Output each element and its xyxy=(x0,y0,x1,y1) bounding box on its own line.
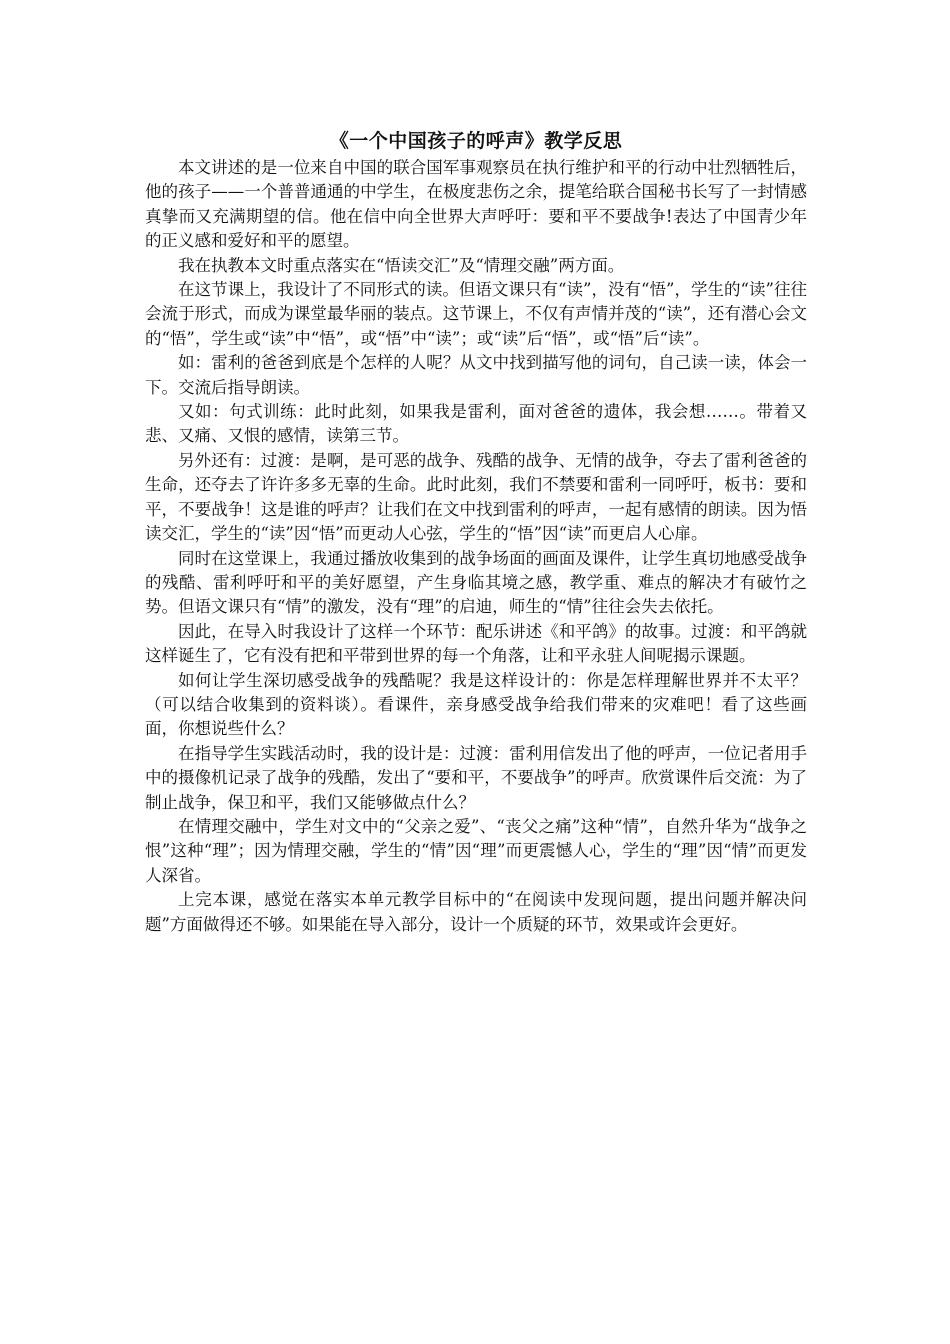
paragraph-intro: 本文讲述的是一位来自中国的联合国军事观察员在执行维护和平的行动中壮烈牺牲后，他的孩子——一个普普通通的中学生，在极度悲伤之余，提笔给联合国秘书长写了一封情感真挚而又充满期望的信。他在信中向全世界大声呼吁：要和平不要战争!表达了中国青少年的正义感和爱好和平的愿望。 xyxy=(145,158,807,251)
paragraph-example-3: 另外还有：过渡：是啊，是可恶的战争、残酷的战争、无情的战争，夺去了雷利爸爸的生命，还夺去了许许多多无辜的生命。此时此刻，我们不禁要和雷利一同呼吁，板书：要和平，不要战争！这是谁的呼声？让我们在文中找到雷利的呼声，一起有感情的朗读。因为悟读交汇，学生的“读”因“悟”而更动人心弦，学生的“悟”因“读”而更启人心扉。 xyxy=(145,450,807,544)
paragraph-reading: 在这节课上，我设计了不同形式的读。但语文课只有“读”，没有“悟”，学生的“读”往往会流于形式，而成为课堂最华丽的装点。这节课上，不仅有声情并茂的“读”，还有潜心会文的“悟”，学生或“读”中“悟”，或“悟”中“读”；或“读”后“悟”，或“悟”后“读”。 xyxy=(145,280,807,348)
paragraph-emotion: 同时在这堂课上，我通过播放收集到的战争场面的画面及课件，让学生真切地感受战争的残酷、雷利呼吁和平的美好愿望，产生身临其境之感，教学重、难点的解决才有破竹之势。但语文课只有“情”的激发，没有“理”的启迪，师生的“情”往往会失去依托。 xyxy=(145,548,807,617)
paragraph-example-2: 又如：句式训练：此时此刻，如果我是雷利，面对爸爸的遗体，我会想……。带着又悲、又痛、又恨的感情，读第三节。 xyxy=(145,402,807,446)
paragraph-practice: 在指导学生实践活动时，我的设计是：过渡：雷利用信发出了他的呼声，一位记者用手中的摄像机记录了战争的残酷，发出了“要和平，不要战争”的呼声。欣赏课件后交流：为了制止战争，保卫和平，我们又能够做点什么？ xyxy=(145,743,807,812)
paragraph-fusion: 在情理交融中，学生对文中的“父亲之爱”、“丧父之痛”这种“情”，自然升华为“战争之恨”这种“理”；因为情理交融，学生的“情”因“理”而更震憾人心，学生的“理”因“情”而更发人深省。 xyxy=(145,816,807,885)
paragraph-conclusion: 上完本课，感觉在落实本单元教学目标中的“在阅读中发现问题，提出问题并解决问题”方面做得还不够。如果能在导入部分，设计一个质疑的环节，效果或许会更好。 xyxy=(145,890,807,934)
paragraph-introduction-design: 因此，在导入时我设计了这样一个环节：配乐讲述《和平鸽》的故事。过渡：和平鸽就这样诞生了，它有没有把和平带到世界的每一个角落，让和平永驻人间呢揭示课题。 xyxy=(145,621,807,666)
document-title: 《一个中国孩子的呼声》教学反思 xyxy=(329,130,623,152)
document-body xyxy=(145,128,807,937)
paragraph-example-1: 如：雷利的爸爸到底是个怎样的人呢？从文中找到描写他的词句，自己读一读，体会一下。交流后指导朗读。 xyxy=(145,353,807,397)
paragraph-focus: 我在执教本文时重点落实在“悟读交汇”及“情理交融”两方面。 xyxy=(178,255,625,275)
paragraph-war-cruelty: 如何让学生深切感受战争的残酷呢？我是这样设计的：你是怎样理解世界并不太平？（可以结合收集到的资料谈）。看课件，亲身感受战争给我们带来的灾难吧！看了这些画面，你想说些什么？ xyxy=(145,670,807,739)
